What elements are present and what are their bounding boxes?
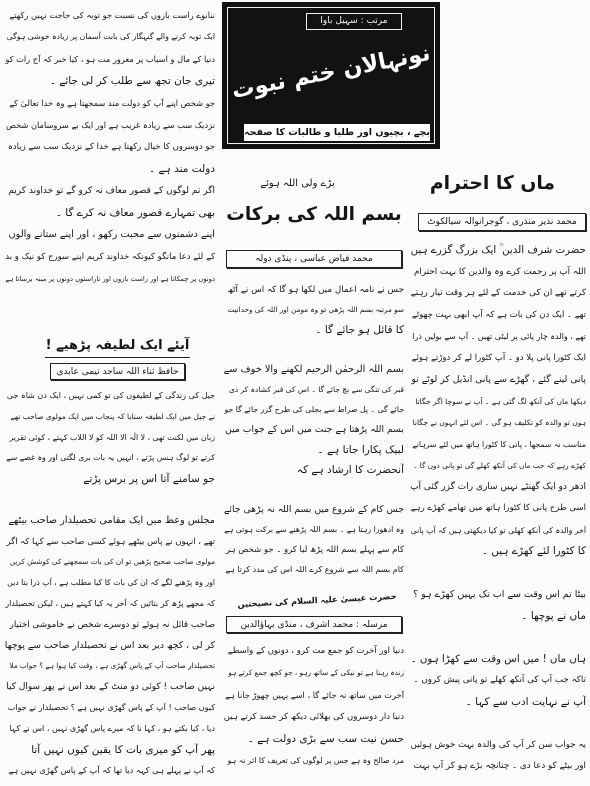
bismillah-title: بسم اللہ کی برکات [226,204,402,225]
isa-author: مرسلہ : محمد اشرف ، منڈی بہاؤالدین [226,616,402,633]
maa-author: محمد نذیر منذری ، گوجرانوالہ سیالکوٹ [418,213,586,231]
text-line: سو مرتبہ بسم اللہ پڑھی تو وہ مومن اور اللہ کی وحدانیت [227,305,404,314]
text-line: یہ جواب سن کر آپ کی والدہ بہت خوش ہوئیں [410,739,586,750]
text-line: جائے گی ۔ پل صراط سے بجلی کی طرح گزر جائے گا جو [224,405,404,414]
text-line: کہ آپ نے پہلے ہی کہہ دیا تھا کہ آپ کے پاس گھڑی نہیں ہے [8,765,215,776]
text-line: نہیں صاحب ! کوئی دو منٹ کے بعد اس نے پھر سوال کیا [6,682,215,693]
text-line: اپنے دشمنوں سے محبت رکھو ، اور اپنے ستانے والوں [8,229,215,240]
text-line: کیوں صاحب ! آپ کے پاس گھڑی نہیں ہے ؟ تحصیلدار نے جواب [7,702,215,712]
text-line: پانی لینے گئے ، گھڑے سے پانی انڈیل کر لوٹے تو [411,374,586,385]
text-line [224,480,404,500]
text-line: تیری جان تجھ سے طلب کر لی جائے ۔ [49,75,215,87]
text-line: لبیک پکارا جاتا ہے ۔ [317,444,404,456]
text-line: اگر تم لوگوں کے قصور معاف نہ کرو گے تو خداوند کریم [8,186,215,196]
text-line: کر لی ، کچھ دیر بعد اس نے تحصیلدار صاحب سے پوچھا [5,639,215,651]
text-line: وہ ادھورا رہتا ہے ۔ بسم اللہ پڑھنے سے برکت ہوتی ہے [224,525,404,534]
isa-continued-body [5,4,215,290]
section-title: نونہالان ختم نبوت [229,39,433,105]
text-line: جو دوسروں کا خیال رکھتا ہے خدا کے نزدیک سب سے زیادہ [7,142,215,152]
text-line: ادھر دو ایک گھنٹے نہیں ساری رات گزر گئی آپ [410,481,586,492]
text-line: کام بسم اللہ سے شروع کرے اللہ اس کی مدد کرتا ہے [225,565,404,574]
text-line: تھے ، انہوں نے پاس بیٹھے ہوئے کسی صاحب سے کہا کہ اگر [6,536,215,547]
text-line: اسی طرح پانی کا کٹورا ہاتھ میں تھامے کھڑے رہے [410,503,586,513]
text-line: کرتے تو لوگ ہنس پڑتے ، انہیں یہ بات بری لگتی اور وہ غصے سے [6,453,215,463]
text-line [410,627,586,649]
text-line: زندہ رہنا ہے تو نیکی کے ساتھ رہو ، جو کچھ جمع کرتے ہو [228,668,404,677]
text-line: جو سامنے آتا اس پر برس پڑتے [83,473,215,486]
text-line: تھے ، والدہ چار پائی پر لیٹی تھیں ۔ آپ سے بولیں ذرا [412,332,586,341]
text-line: اور وہ پڑھنے لگے کہ ان کی بات کا کیا مطلب ہے ، آپ ذرا بتا دیں [7,578,215,588]
text-line: کا قائل ہو جائے گا ۔ [315,324,404,336]
latifa-author: حافظ ثناء اللہ ساجد تیمی عابدی [50,363,185,380]
text-line [5,490,215,511]
text-line: جیل کی زندگی کے لطیفوں کی تو کمی نہیں ، ایک دن شاہ جی [6,391,215,400]
text-line: تاکہ جب آپ کی آنکھ کھلے تو پانی پیش کروں ۔ [413,675,586,685]
text-line: ایک توبہ کرنے والے گنہگار کی بابت آسمان پر زیادہ خوشی ہوگی [6,32,215,41]
bismillah-body [224,280,404,580]
section-banner [222,2,440,149]
text-line: آپ نے نہایت ادب سے کہا ۔ [465,695,586,708]
text-line: جس کام کے شروع میں بسم اللہ نہ پڑھی جائے [224,504,404,515]
text-line: ہاں ماں ! میں اس وقت سے کھڑا ہوں ۔ [410,652,586,665]
text-line: آخرت میں ساتھ نہ جائے گا ، اسے یہیں چھوڑ جانا ہے [225,690,404,700]
latifa-title: آیئے ایک لطیفہ پڑھیے ! [45,334,190,358]
text-line: حضرت شرف الدین ؒ ایک بزرگ گزرے ہیں [410,244,586,256]
text-line: بھی تمہارے قصور معاف نہ کرے گا ۔ [55,207,215,219]
text-line: کا کٹورا لئے کھڑے ہیں ۔ [481,545,586,557]
text-line: ایک کٹورا پانی پلا دو ۔ آپ کٹورا لے کر دوڑتے ہوئے [411,352,586,363]
text-line: کہ مجھے پڑھ کر بتائیں کہ آخر یہ کیا کہتے ہیں ، لیکن تحصیلدار [5,598,215,608]
text-line: جو شخص اپنے آپ کو دولت مند سمجھتا ہے وہ خدا تعالیٰ کے [9,98,215,108]
text-line: نے جیل میں ایک لطیفہ سنایا کہ پنجاب میں ایک مولوی صاحب تھے [10,411,215,421]
text-line: پھر آپ کو میری بات کا یقین کیوں نہیں آتا [31,743,215,756]
text-line: مولوی صاحب صحیح پڑھیں تو ان کی بات سمجھنے کی کوشش کریں [9,557,215,567]
text-line: کھڑے رہے کہ جب ماں کی آنکھ کھلے گی تو پانی دوں گا ۔ [413,461,586,470]
text-line: ماں نے پوچھا ۔ [521,609,586,622]
text-line: قبر کی تنگی سے بچ جائے گا ۔ اس کی قبر کشادہ کر دی [228,385,404,394]
text-line: جس نے نامہ اعمال میں لکھا ہو گا کہ اس نے آٹھ [227,285,404,295]
isa-body [224,640,404,772]
text-line: بیٹا تم اس وقت سے اب تک یہیں کھڑے ہو ؟ [413,589,586,600]
text-line: دیا ، کیا بکتے ہو ، کہا نا کہ میرے پاس گھڑی نہیں ، اس نے کہا [9,723,215,733]
text-line: مجلس وعظ میں ایک مقامی تحصیلدار صاحب بیٹھے [8,514,215,526]
text-line: ہوں تو والدہ کو تکلیف ہو گی ۔ اس لئے انہوں نے جگانا [412,418,586,427]
text-line: دنیا دار دوسروں کی بھلائی دیکھ کر حسد کرتے ہیں [224,712,404,722]
compiler-credit: مرتب : سہیل باوا [306,13,402,30]
text-line: ننانوے راست بازوں کی نسبت جو توبہ کی حاجت نہیں رکھتے [9,10,215,20]
text-line [410,563,586,585]
maa-title: ماں کا احترام [430,173,555,194]
text-line: بسم اللہ پڑھتا ہے جنت میں اس کے جواب میں [225,424,404,435]
text-line [410,713,586,735]
text-line: بسم اللہ الرحمٰن الرحیم لکھنے والا خوف سے [224,364,404,375]
text-line: کرتے تھے ان کی خدمت کے لئے ہر وقت تیار رہتے [410,288,586,298]
maa-body [410,240,586,778]
text-line: حسن نیت سب سے بڑی دولت ہے ۔ [247,733,404,745]
text-line: کام سے پہلے بسم اللہ پڑھ لیا کرو ۔ جو شخص ہر [225,545,404,555]
text-line: اور بیٹے کو دعا دی ۔ چنانچہ بڑے ہو کر آپ بہت [413,761,586,771]
text-line: دولت مند ہے ۔ [148,163,215,175]
text-line: دیکھا ماں کی آنکھ لگ گئی ہے ۔ آپ نے سوچا اگر جگاتا [415,396,586,406]
text-line: مرد صالح وہ ہے جس پر لوگوں کی تعریف کا اثر نہ ہو [227,756,404,765]
text-line: دنیا کے مال و اسباب پر مغرور مت ہو ، کیا خبر کہ آج رات کو [5,54,215,64]
text-line: تحصیلدار صاحب آپ کے پاس گھڑی ہے ، وقت کیا ہوا ہے ؟ جواب ملا [9,661,215,671]
text-line: صاحب قائل نہ ہوئے تو دوسرے شخص نے خاموشی اختیار [9,619,215,630]
text-line: آخر والدہ کی آنکھ کھلی تو کیا دیکھتی ہیں کہ آپ پانی [410,525,586,535]
latifa-body [5,386,215,781]
bismillah-author: محمد فیاض عباسی ، پنڈی دولہ [226,250,402,268]
text-line: زبان میں لکنت تھی ، لا الٰہ الا اللہ کو لا اللاب کہتے ، کوئی تقریر [9,432,215,442]
text-line: اللہ آپ پر رحمت کرے وہ والدین کا بہت احترام [414,266,586,277]
text-line: دونوں پر چمکاتا ہے اور راست بازوں اور ناراستوں دونوں پر مینہ برساتا ہے [5,275,215,283]
isa-title: حضرت عیسیٰ علیہ السلام کی نصیحتیں [237,590,397,610]
text-line: مناسب نہ سمجھا ، پانی کا کٹورا ہاتھ میں لئے سرہانے [412,439,586,449]
text-line: نزدیک سب سے زیادہ غریب ہے اور ایک بے سروسامان شخص [6,120,215,130]
text-line: دنیا اور آخرت کو جمع مت کرو ، دونوں کے واسطے [227,646,404,656]
text-line: آنحضرت کا ارشاد ہے کہ [296,464,404,476]
text-line: کے لئے دعا مانگو کیونکہ خداوند کریم اپنے سورج کو نیک و بد [5,252,215,262]
section-subtitle: بچے ، بچیوں اور طلبا و طالبات کا صفحہ [244,124,430,141]
text-line: تھے ۔ ایک دن کی بات ہے کہ آپ ابھی بہت چھوٹے [411,309,586,320]
maa-continuation: بڑے ولی اللہ ہوئے [260,178,335,189]
text-line [224,340,404,360]
